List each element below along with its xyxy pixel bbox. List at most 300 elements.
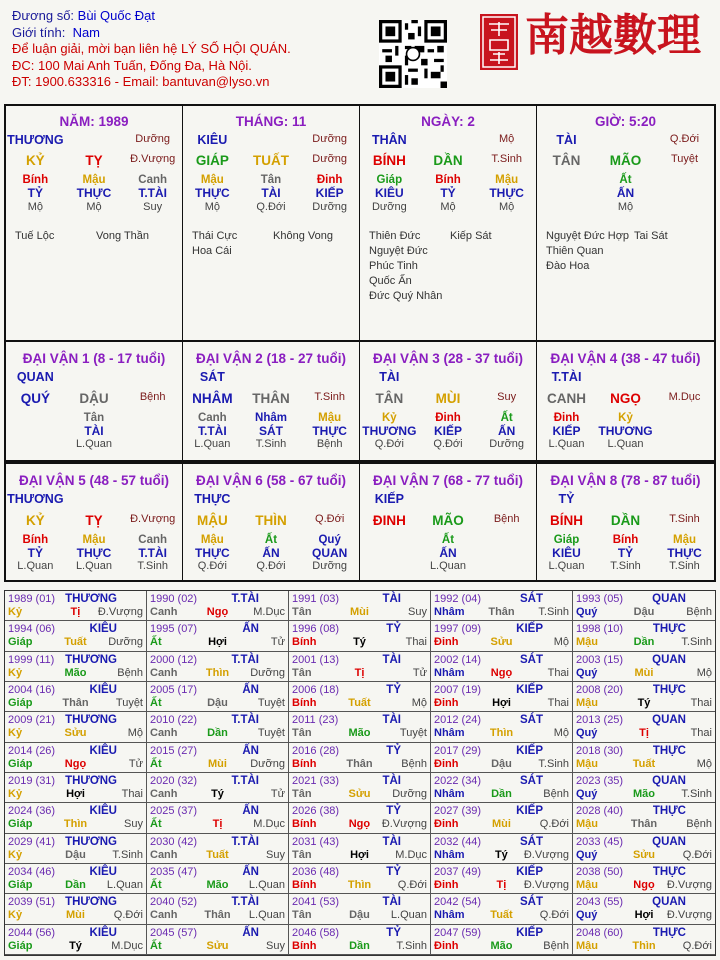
year-state: T.Sinh (112, 848, 143, 861)
empty (655, 492, 714, 506)
year-state: Đ.Vượng (523, 879, 569, 891)
year-cell[interactable] (147, 925, 289, 955)
ten-god: T.TÀI (138, 546, 167, 560)
year-label: 1992 (04) (434, 593, 482, 605)
year-stem: Bính (292, 818, 317, 831)
year-star: THỰC (652, 866, 686, 878)
year-cell[interactable] (5, 803, 147, 833)
year-cell[interactable] (573, 803, 715, 833)
year-cell[interactable] (289, 894, 431, 924)
pillar-cell (537, 106, 714, 340)
year-star: ẤN (242, 623, 259, 636)
year-state: L.Quan (106, 879, 143, 891)
year-cell[interactable] (573, 743, 715, 773)
dai-van-stem-row (360, 513, 536, 528)
ten-god (123, 424, 182, 438)
year-label: 2010 (22) (150, 714, 198, 727)
hidden-gods-row (537, 186, 714, 200)
year-star: T.TÀI (231, 896, 259, 909)
dai-van-star: SÁT (199, 370, 225, 384)
year-bottom (8, 636, 143, 649)
year-state: L.Quan (248, 909, 285, 922)
year-stem: Kỷ (8, 727, 23, 740)
hidden-stem (360, 534, 419, 546)
year-star: SÁT (520, 593, 543, 605)
year-cell[interactable] (289, 803, 431, 833)
year-cell[interactable] (147, 682, 289, 712)
year-cell[interactable] (147, 773, 289, 803)
year-stem: Nhâm (434, 848, 465, 861)
year-cell[interactable] (5, 773, 147, 803)
ten-god: THỰC (667, 546, 702, 560)
year-stem: Canh (150, 788, 178, 800)
ten-god: SÁT (258, 424, 283, 438)
year-stem: Đinh (434, 636, 459, 649)
year-cell[interactable] (431, 834, 573, 864)
year-top (292, 623, 427, 636)
year-label: 2042 (54) (434, 896, 482, 909)
empty (655, 370, 714, 384)
year-cell[interactable] (147, 743, 289, 773)
year-cell[interactable] (147, 591, 289, 621)
year-cell[interactable] (147, 864, 289, 894)
year-state: Bệnh (117, 666, 143, 679)
hidden-gods-row (183, 546, 359, 560)
year-cell[interactable] (573, 712, 715, 742)
life-stage: Dưỡng (312, 201, 348, 213)
year-label: 2032 (44) (434, 835, 482, 848)
year-cell[interactable] (5, 894, 147, 924)
year-branch: Tị (496, 879, 507, 891)
year-top (292, 896, 427, 909)
year-cell[interactable] (573, 621, 715, 651)
dai-van-cell (6, 464, 183, 580)
year-cell[interactable] (5, 743, 147, 773)
year-label: 1998 (10) (576, 623, 624, 636)
earthly-branch: DẦN (610, 513, 641, 528)
year-cell[interactable] (5, 682, 147, 712)
empty (65, 492, 124, 506)
life-stage (360, 560, 419, 572)
year-cell[interactable] (431, 712, 573, 742)
year-branch: Thân (62, 697, 89, 709)
year-state: Suy (124, 818, 143, 831)
year-bottom (576, 909, 712, 922)
year-top (292, 714, 427, 727)
year-branch: Hợi (634, 909, 654, 922)
year-state: Mộ (411, 697, 427, 709)
year-bottom (434, 849, 569, 862)
earthly-branch: DẬU (79, 391, 109, 406)
year-top (576, 654, 712, 667)
special-star: Quốc Ấn (369, 275, 412, 287)
year-cell[interactable] (289, 591, 431, 621)
year-cell[interactable] (5, 591, 147, 621)
earthly-branch: THÌN (255, 513, 287, 528)
dai-van-star-row (6, 492, 182, 506)
year-cell[interactable] (573, 925, 715, 955)
year-cell[interactable] (573, 591, 715, 621)
year-label: 1993 (05) (576, 593, 624, 605)
year-star: TỶ (386, 744, 401, 757)
year-cell[interactable] (573, 894, 715, 924)
pillar-star (596, 133, 655, 147)
year-state: Mộ (696, 666, 712, 679)
year-state: Dưỡng (250, 666, 285, 679)
dai-van-star: THƯƠNG (7, 492, 64, 506)
year-state: Thai (690, 697, 712, 709)
year-label: 2008 (20) (576, 684, 624, 696)
year-state: Đ.Vượng (666, 879, 712, 891)
life-stage (6, 438, 65, 450)
dai-van-title: ĐẠI VẬN 2 (18 - 27 tuổi) (195, 351, 347, 366)
year-cell[interactable] (289, 743, 431, 773)
special-star: Nguyệt Đức (369, 245, 428, 257)
year-bottom (150, 849, 285, 862)
year-top (434, 927, 569, 940)
seal-stamp-icon (478, 12, 520, 72)
year-state: Q.Đới (682, 848, 712, 861)
heavenly-stem: CANH (547, 391, 586, 406)
year-top (576, 927, 712, 940)
hidden-stem (477, 534, 536, 546)
year-branch: Dậu (633, 606, 655, 618)
year-state: Mộ (553, 727, 569, 740)
empty (300, 370, 359, 384)
year-star: KIÊU (89, 805, 117, 818)
year-cell[interactable] (289, 864, 431, 894)
year-cell[interactable] (289, 773, 431, 803)
year-cell[interactable] (431, 682, 573, 712)
hidden-stem: Bính (435, 174, 461, 186)
pillar-cell (6, 106, 183, 340)
year-state: Thai (690, 727, 712, 740)
year-state: Q.Đới (539, 818, 569, 831)
year-top (8, 623, 143, 636)
year-branch: Tuất (348, 697, 371, 709)
year-stem: Canh (150, 727, 178, 740)
qr-code-icon[interactable] (379, 20, 447, 88)
ten-god: KIÊU (552, 546, 581, 560)
year-cell[interactable] (431, 864, 573, 894)
year-bottom (576, 606, 712, 619)
ten-god (6, 424, 65, 438)
year-cell[interactable] (289, 682, 431, 712)
life-stage: T.Sinh (255, 438, 287, 450)
year-cell[interactable] (573, 652, 715, 682)
year-branch: Ngọ (206, 606, 229, 618)
pillar-cell (360, 106, 537, 340)
ten-god: ẤN (497, 424, 516, 438)
special-star: Phúc Tinh (369, 260, 418, 272)
year-cell[interactable] (5, 621, 147, 651)
year-star: T.TÀI (231, 775, 259, 787)
year-cell[interactable] (5, 712, 147, 742)
year-bottom (150, 879, 285, 892)
earthly-branch: THÂN (252, 391, 290, 406)
year-cell[interactable] (431, 925, 573, 955)
ten-god: KIẾP (433, 424, 462, 438)
year-bottom (150, 758, 285, 771)
brand-logo (525, 6, 715, 66)
year-cell[interactable] (147, 894, 289, 924)
year-stem: Bính (292, 757, 317, 770)
dai-van-stem-row (183, 513, 359, 528)
year-label: 2025 (37) (150, 805, 198, 818)
dai-van-cell (537, 464, 714, 580)
year-cell[interactable] (5, 864, 147, 894)
heavenly-stem: KỶ (25, 153, 45, 168)
year-top (576, 593, 712, 606)
year-stem: Nhâm (434, 727, 465, 740)
year-cell[interactable] (147, 652, 289, 682)
hidden-stem: Mậu (673, 534, 696, 546)
hidden-stem (537, 174, 596, 186)
year-branch: Tị (212, 818, 223, 831)
year-bottom (150, 818, 285, 831)
hidden-stem: Ất (500, 412, 513, 424)
year-bottom (576, 879, 712, 892)
year-label: 2013 (25) (576, 714, 624, 727)
year-star: TỶ (386, 684, 401, 696)
year-state: Bệnh (543, 939, 569, 952)
year-star: QUAN (652, 896, 686, 909)
year-branch: Tý (494, 848, 508, 861)
year-stem: Tân (292, 788, 312, 800)
life-stage-row (6, 438, 182, 450)
hidden-stems-row (6, 174, 182, 186)
pillar-star: Dưỡng (135, 133, 171, 145)
year-state: Suy (266, 848, 285, 861)
year-cell[interactable] (431, 621, 573, 651)
dai-van-row-2 (4, 462, 716, 582)
year-cell[interactable] (431, 803, 573, 833)
life-stage: T.Sinh (610, 560, 641, 572)
year-cell[interactable] (431, 894, 573, 924)
phone-email-line[interactable]: ĐT: 1900.633316 - Email: bantuvan@lyso.vn (12, 74, 270, 89)
pillar-cell (183, 106, 360, 340)
year-branch: Tý (637, 697, 651, 709)
year-star: TỶ (386, 805, 401, 818)
year-cell[interactable] (147, 834, 289, 864)
year-top (576, 805, 712, 818)
year-label: 1999 (11) (8, 653, 55, 666)
hidden-stem: Canh (138, 174, 168, 186)
empty (419, 370, 478, 384)
year-label: 1990 (02) (150, 593, 198, 605)
life-state: T.Sinh (314, 391, 345, 403)
year-star: ẤN (242, 805, 259, 818)
year-top (292, 775, 427, 788)
year-star: KIẾP (516, 805, 543, 818)
hidden-stem: Ất (619, 174, 632, 186)
year-state: Tuyệt (257, 727, 285, 740)
year-top (576, 714, 712, 727)
year-star: KIẾP (516, 744, 543, 757)
year-cell[interactable] (147, 621, 289, 651)
year-cell[interactable] (147, 803, 289, 833)
year-label: 2031 (43) (292, 835, 340, 848)
year-cell[interactable] (289, 621, 431, 651)
year-state: M.Dục (111, 939, 143, 952)
year-top (150, 927, 285, 940)
year-state: Thai (121, 788, 143, 800)
pillar-stem-branch-row (6, 153, 182, 168)
hidden-stem: Canh (197, 412, 227, 424)
hidden-stems-row (6, 534, 182, 546)
year-cell[interactable] (431, 773, 573, 803)
earthly-branch: TỴ (85, 153, 103, 168)
year-cell[interactable] (5, 834, 147, 864)
year-star: KIẾP (516, 866, 543, 878)
year-cell[interactable] (289, 712, 431, 742)
dai-van-cell (6, 342, 183, 460)
year-top (292, 805, 427, 818)
year-top (434, 836, 569, 849)
life-stage: Mộ (440, 201, 456, 213)
year-star: T.TÀI (231, 835, 259, 848)
year-top (576, 684, 712, 697)
year-top (576, 836, 712, 849)
hidden-stem: Ất (441, 534, 455, 546)
year-label: 2046 (58) (292, 926, 340, 939)
year-state: Tuyệt (115, 697, 143, 709)
year-branch: Sửu (206, 939, 229, 952)
year-branch: Thìn (632, 939, 656, 952)
year-bottom (434, 879, 569, 892)
heavenly-stem: QUÝ (20, 391, 50, 406)
ten-god: THỰC (195, 546, 230, 560)
ten-god: T.TÀI (138, 186, 167, 200)
year-branch: Tuất (490, 909, 513, 922)
year-star: THỰC (652, 744, 686, 757)
year-stem: Đinh (434, 879, 459, 891)
year-star: KIÊU (89, 684, 117, 696)
year-branch: Mão (64, 666, 87, 679)
year-label: 2033 (45) (576, 835, 624, 848)
year-bottom (8, 788, 143, 801)
pillar-title: THÁNG: 11 (235, 114, 307, 129)
life-stage: L.Quan (548, 560, 585, 572)
year-bottom (576, 697, 712, 710)
year-cell[interactable] (147, 712, 289, 742)
year-top (150, 684, 285, 697)
special-stars-left (15, 229, 54, 244)
year-stem: Kỷ (8, 909, 23, 922)
year-label: 2024 (36) (8, 805, 56, 818)
year-star: TÀI (382, 653, 401, 666)
hidden-stem: Đinh (553, 412, 580, 424)
year-bottom (434, 606, 569, 619)
year-stem: Nhâm (434, 606, 465, 618)
year-cell[interactable] (289, 652, 431, 682)
dai-van-cell (360, 342, 537, 460)
year-label: 2012 (24) (434, 714, 482, 727)
year-cell[interactable] (289, 925, 431, 955)
year-stem: Nhâm (434, 909, 465, 922)
year-cell[interactable] (431, 652, 573, 682)
pillar-stars-row (360, 133, 536, 147)
year-cell[interactable] (431, 743, 573, 773)
ten-god: ẤN (262, 546, 280, 560)
life-state: Đ.Vượng (130, 513, 176, 525)
year-star: T.TÀI (231, 714, 259, 727)
year-label: 2003 (15) (576, 653, 624, 666)
pillar-stars-row (6, 133, 182, 147)
year-top (576, 775, 712, 788)
year-star: KIẾP (516, 623, 543, 636)
year-state: Q.Đới (682, 939, 712, 952)
year-cell[interactable] (431, 591, 573, 621)
life-stage: L.Quan (548, 438, 585, 450)
header-info (12, 8, 291, 91)
life-stage: Mộ (499, 201, 515, 213)
year-label: 1996 (08) (292, 623, 340, 636)
year-branch: Mùi (208, 757, 227, 770)
life-stage: L.Quan (607, 438, 644, 450)
year-state: Tuyệt (257, 697, 285, 709)
life-stage: L.Quan (75, 438, 113, 450)
year-bottom (8, 818, 143, 831)
svg-text:南越數理: 南越數理 (525, 10, 701, 61)
year-cell[interactable] (573, 864, 715, 894)
year-cell[interactable] (573, 682, 715, 712)
year-star: TÀI (382, 714, 401, 727)
year-label: 2047 (59) (434, 926, 482, 939)
hidden-stem: Giáp (376, 174, 403, 186)
heavenly-stem: TÂN (375, 391, 404, 406)
year-stem: Đinh (434, 757, 459, 770)
life-stage: Q.Đới (433, 438, 463, 450)
heavenly-stem: TÂN (552, 153, 581, 168)
year-star: TÀI (382, 835, 401, 848)
year-cell[interactable] (573, 834, 715, 864)
life-stage (537, 201, 596, 213)
special-stars-right (450, 229, 492, 244)
life-state: T.Sinh (669, 513, 700, 525)
year-bottom (292, 667, 427, 680)
dai-van-title: ĐẠI VẬN 4 (38 - 47 tuổi) (550, 351, 701, 366)
life-stage-row (183, 438, 359, 450)
dai-van-star-row (537, 492, 714, 506)
year-cell[interactable] (5, 925, 147, 955)
life-stage: Q.Đới (197, 560, 227, 572)
year-branch: Hợi (350, 848, 369, 861)
address-line: ĐC: 100 Mai Anh Tuấn, Đống Đa, Hà Nội. (12, 57, 252, 73)
year-stem: Ất (150, 939, 162, 952)
special-stars-right (634, 229, 668, 244)
year-branch: Tuất (206, 848, 229, 861)
ten-god: THỰC (76, 546, 112, 560)
dai-van-cell (537, 342, 714, 460)
year-cell[interactable] (573, 773, 715, 803)
year-top (8, 805, 143, 818)
year-star: QUAN (652, 714, 686, 727)
year-stem: Ất (150, 879, 162, 891)
dai-van-title: ĐẠI VẬN 3 (28 - 37 tuổi) (372, 351, 524, 366)
year-state: Bệnh (686, 606, 712, 618)
pillar-star: Dưỡng (312, 133, 348, 145)
year-bottom (292, 818, 427, 831)
year-label: 2040 (52) (150, 896, 198, 909)
year-cell[interactable] (289, 834, 431, 864)
year-stem: Tân (292, 848, 312, 861)
year-cell[interactable] (5, 652, 147, 682)
hidden-stems-row (360, 412, 536, 424)
year-star: SÁT (520, 714, 543, 727)
hidden-stem (6, 412, 65, 424)
life-state: Đ.Vượng (130, 153, 176, 165)
